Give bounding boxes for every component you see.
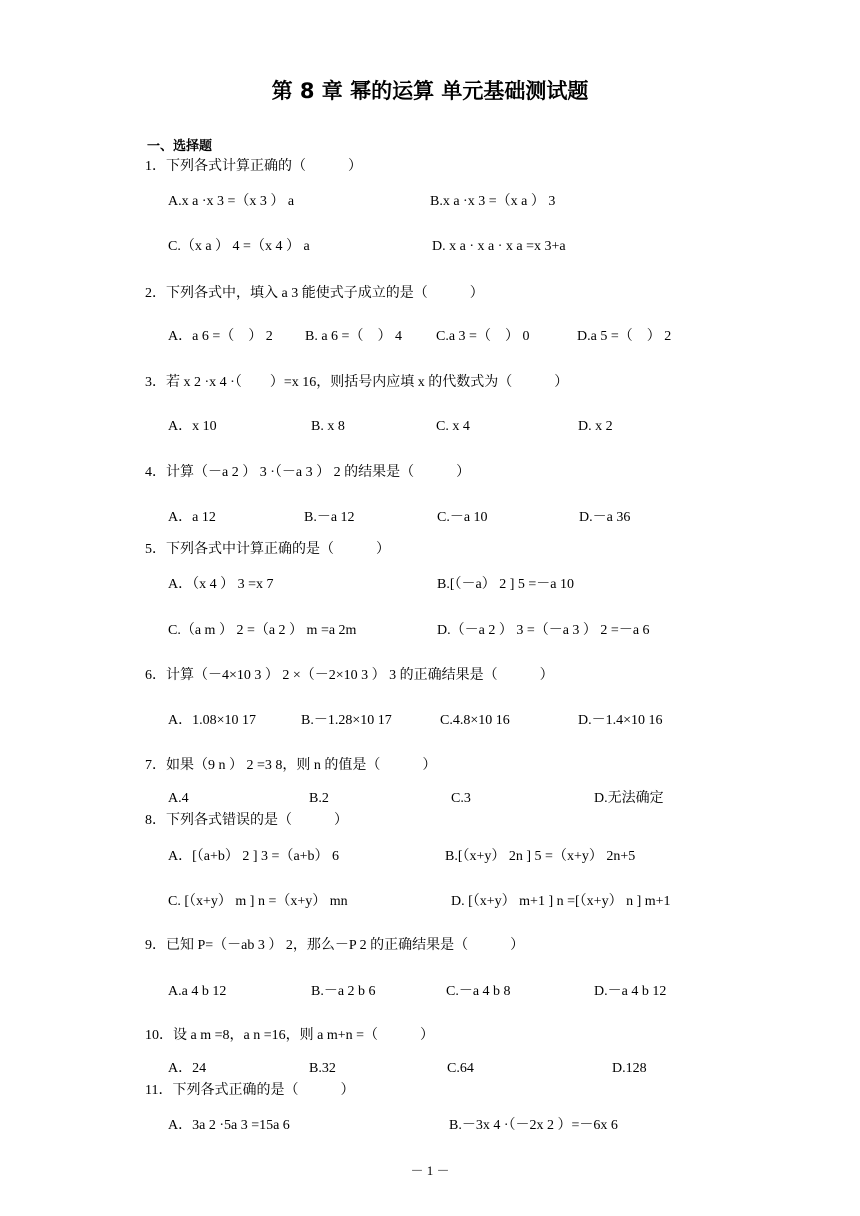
question-7: 7．如果（9 n ） 2 =3 8，则 n 的值是（ ） bbox=[145, 758, 437, 773]
q3-option-b: B. x 8 bbox=[311, 419, 345, 434]
q6-option-d: D.－1.4×10 16 bbox=[578, 713, 663, 728]
q7-option-a: A.4 bbox=[168, 791, 189, 806]
q3-option-a: A．x 10 bbox=[168, 419, 217, 434]
q7-option-b: B.2 bbox=[309, 791, 329, 806]
question-10: 10．设 a m =8，a n =16，则 a m+n =（ ） bbox=[145, 1028, 435, 1043]
q7-option-c: C.3 bbox=[451, 791, 471, 806]
question-9: 9．已知 P=（－ab 3 ） 2，那么－P 2 的正确结果是（ ） bbox=[145, 938, 525, 953]
q6-option-c: C.4.8×10 16 bbox=[440, 713, 510, 728]
q2-option-d: D.a 5 =（ ） 2 bbox=[577, 329, 672, 344]
q8-option-c: C. [（x+y） m ] n =（x+y） mn bbox=[168, 894, 348, 909]
question-4: 4．计算（－a 2 ） 3 ·（－a 3 ） 2 的结果是（ ） bbox=[145, 465, 471, 480]
question-8: 8．下列各式错误的是（ ） bbox=[145, 813, 348, 828]
q2-option-c: C.a 3 =（ ） 0 bbox=[436, 329, 530, 344]
q3-option-c: C. x 4 bbox=[436, 419, 470, 434]
q4-option-d: D.－a 36 bbox=[579, 510, 631, 525]
q7-option-d: D.无法确定 bbox=[594, 791, 664, 806]
q9-option-b: B.－a 2 b 6 bbox=[311, 984, 376, 999]
q10-option-c: C.64 bbox=[447, 1061, 474, 1076]
q1-option-b: B.x a ·x 3 =（x a ） 3 bbox=[430, 194, 556, 209]
q10-option-d: D.128 bbox=[612, 1061, 647, 1076]
q5-option-a: A．（x 4 ） 3 =x 7 bbox=[168, 577, 274, 592]
q6-option-b: B.－1.28×10 17 bbox=[301, 713, 392, 728]
q8-option-a: A．[（a+b） 2 ] 3 =（a+b） 6 bbox=[168, 849, 340, 864]
question-1: 1．下列各式计算正确的（ ） bbox=[145, 159, 362, 174]
q1-option-c: C.（x a ） 4 =（x 4 ） a bbox=[168, 239, 310, 254]
q5-option-c: C.（a m ） 2 =（a 2 ） m =a 2m bbox=[168, 623, 357, 638]
q2-option-b: B. a 6 =（ ） 4 bbox=[305, 329, 402, 344]
q10-option-b: B.32 bbox=[309, 1061, 336, 1076]
question-3: 3．若 x 2 ·x 4 ·（ ）=x 16，则括号内应填 x 的代数式为（ ） bbox=[145, 375, 569, 390]
question-2: 2．下列各式中，填入 a 3 能使式子成立的是（ ） bbox=[145, 286, 484, 301]
q4-option-a: A．a 12 bbox=[168, 510, 216, 525]
q2-option-a: A．a 6 =（ ） 2 bbox=[168, 329, 273, 344]
q8-option-b: B.[（x+y） 2n ] 5 =（x+y） 2n+5 bbox=[445, 849, 636, 864]
q4-option-b: B.－a 12 bbox=[304, 510, 355, 525]
page-title: 第 8 章 幂的运算 单元基础测试题 bbox=[271, 79, 589, 103]
question-11: 11．下列各式正确的是（ ） bbox=[145, 1083, 355, 1098]
q9-option-a: A.a 4 b 12 bbox=[168, 984, 227, 999]
question-6: 6．计算（－4×10 3 ） 2 ×（－2×10 3 ） 3 的正确结果是（ ） bbox=[145, 668, 554, 683]
q4-option-c: C.－a 10 bbox=[437, 510, 488, 525]
q3-option-d: D. x 2 bbox=[578, 419, 613, 434]
q8-option-d: D. [（x+y） m+1 ] n =[（x+y） n ] m+1 bbox=[451, 894, 671, 909]
q11-option-a: A．3a 2 ·5a 3 =15a 6 bbox=[168, 1118, 290, 1133]
q1-option-d: D. x a · x a · x a =x 3+a bbox=[432, 239, 566, 254]
q5-option-d: D.（－a 2 ） 3 =（－a 3 ） 2 =－a 6 bbox=[437, 623, 650, 638]
q6-option-a: A．1.08×10 17 bbox=[168, 713, 257, 728]
q11-option-b: B.－3x 4 ·（－2x 2 ）=－6x 6 bbox=[449, 1118, 618, 1133]
q1-option-a: A.x a ·x 3 =（x 3 ） a bbox=[168, 194, 295, 209]
question-5: 5．下列各式中计算正确的是（ ） bbox=[145, 542, 390, 557]
q5-option-b: B.[（－a） 2 ] 5 =－a 10 bbox=[437, 577, 574, 592]
q9-option-d: D.－a 4 b 12 bbox=[594, 984, 667, 999]
q9-option-c: C.－a 4 b 8 bbox=[446, 984, 511, 999]
q10-option-a: A．24 bbox=[168, 1061, 207, 1076]
section-heading: 一、选择题 bbox=[147, 139, 213, 154]
page-number: － 1 － bbox=[410, 1163, 450, 1178]
